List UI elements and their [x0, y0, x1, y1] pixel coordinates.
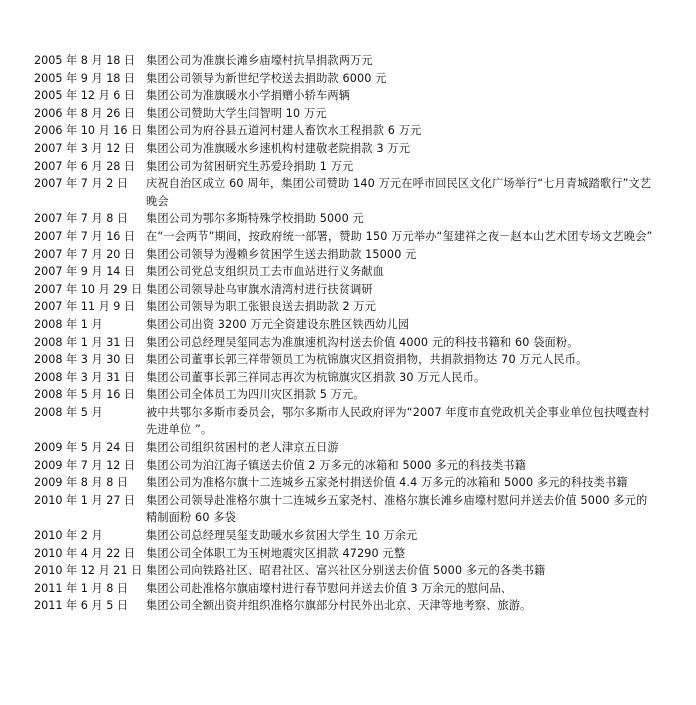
record-row [34, 70, 674, 88]
record-row [34, 140, 674, 158]
record-text: 集团公司为贫困研究生苏爱玲捐助 1 万元 [146, 159, 354, 173]
record-row [34, 316, 674, 334]
record-text: 集团公司为准旗暖水乡速机构村建敬老院捐款 3 万元 [146, 141, 411, 155]
record-text: 集团公司领导为漫赖乡贫困学生送去捐助款 15000 元 [146, 247, 417, 261]
record-row [34, 52, 674, 70]
record-date: 2007 年 7 月 16 日 [34, 229, 136, 243]
record-date: 2010 年 2 月 [34, 529, 103, 543]
record-date: 2010 年 4 月 22 日 [34, 546, 136, 560]
record-row [34, 175, 674, 210]
record-text: 集团公司领导为新世纪学校送去捐助款 6000 元 [146, 71, 387, 85]
record-text: 集团公司全额出资并组织准格尔旗部分村民外出北京、天津等地考察、旅游。 [146, 599, 532, 613]
record-row [34, 457, 674, 475]
record-date: 2005 年 9 月 18 日 [34, 71, 136, 85]
record-text: 集团公司董事长郭三祥带领员工为杭锦旗灾区捐资捐物，共捐款捐物达 70 万元人民币。 [146, 353, 588, 367]
record-date: 2010 年 1 月 27 日 [34, 493, 136, 507]
record-row [34, 439, 674, 457]
record-text: 集团公司党总支组织员工去市血站进行义务献血 [146, 265, 385, 279]
record-text: 集团公司总经理吴玺支助暖水乡贫困大学生 10 万余元 [146, 529, 418, 543]
record-date: 2006 年 10 月 16 日 [34, 124, 143, 138]
record-text: 在“一会两节”期间，按政府统一部署，赞助 150 万元举办“玺建祥之夜－赵本山艺术团专场文艺晚会” [146, 229, 653, 243]
record-text: 集团公司为府谷县五道河村建人畜饮水工程捐款 6 万元 [146, 124, 422, 138]
record-row [34, 527, 674, 545]
record-row [34, 105, 674, 123]
record-row [34, 597, 674, 615]
record-date: 2010 年 12 月 21 日 [34, 564, 143, 578]
record-text: 集团公司领导赴准格尔旗十二连城乡五家尧村、准格尔旗长滩乡庙壕村慰问并送去价值 5000 多元的精制面粉 60 多袋 [146, 493, 648, 525]
record-text: 集团公司赞助大学生闫智明 10 万元 [146, 106, 327, 120]
record-text: 集团公司领导为职工张银良送去捐助款 2 万元 [146, 300, 377, 314]
record-row [34, 334, 674, 352]
record-date: 2008 年 5 月 [34, 405, 103, 419]
record-text: 被中共鄂尔多斯市委员会，鄂尔多斯市人民政府评为“2007 年度市直党政机关企事业单位包扶嘎查村先进单位 ”。 [146, 405, 650, 437]
record-text: 集团公司董事长郭三祥同志再次为杭锦旗灾区捐款 30 万元人民币。 [146, 370, 486, 384]
record-date: 2005 年 12 月 6 日 [34, 89, 136, 103]
record-date: 2007 年 11 月 9 日 [34, 300, 136, 314]
record-date: 2007 年 6 月 28 日 [34, 159, 136, 173]
record-date: 2008 年 3 月 30 日 [34, 353, 136, 367]
record-text: 庆祝自治区成立 60 周年，集团公司赞助 140 万元在呼市回民区文化广场举行“七月青城踏歌行”文艺晚会 [146, 177, 652, 208]
record-date: 2009 年 7 月 12 日 [34, 458, 136, 472]
record-row [34, 474, 674, 492]
record-row [34, 281, 674, 299]
record-date: 2011 年 6 月 5 日 [34, 599, 129, 613]
record-date: 2007 年 7 月 2 日 [34, 177, 129, 191]
record-row [34, 545, 674, 563]
record-date: 2007 年 10 月 29 日 [34, 282, 143, 296]
record-text: 集团公司为泊江海子镇送去价值 2 万多元的冰箱和 5000 多元的科技类书籍 [146, 458, 526, 472]
record-text: 集团公司为鄂尔多斯特殊学校捐助 5000 元 [146, 212, 364, 226]
record-text: 集团公司领导赴乌审旗水清湾村进行扶贫调研 [146, 282, 373, 296]
record-date: 2007 年 7 月 20 日 [34, 247, 136, 261]
record-text: 集团公司出资 3200 万元全资建设东胜区铁西幼儿园 [146, 317, 410, 331]
record-row [34, 87, 674, 105]
record-row [34, 263, 674, 281]
record-date: 2008 年 3 月 31 日 [34, 370, 136, 384]
record-text: 集团公司为准旗暖水小学捐赠小轿车两辆 [146, 89, 351, 103]
record-row [34, 122, 674, 140]
record-text: 集团公司为准格尔旗十二连城乡五家尧村捐送价值 4.4 万多元的冰箱和 5000 多元的科技类书籍 [146, 476, 628, 490]
record-date: 2006 年 8 月 26 日 [34, 106, 136, 120]
record-text: 集团公司全体员工为四川灾区捐款 5 万元。 [146, 388, 365, 402]
donation-record-list [34, 52, 674, 615]
record-text: 集团公司总经理吴玺同志为准旗速机沟村送去价值 4000 元的科技书籍和 60 袋面粉。 [146, 335, 579, 349]
record-row [34, 158, 674, 176]
record-row [34, 210, 674, 228]
record-text: 集团公司为准旗长滩乡庙壕村抗旱捐款两万元 [146, 54, 373, 67]
record-date: 2009 年 5 月 24 日 [34, 441, 136, 455]
record-text: 集团公司组织贫困村的老人津京五日游 [146, 441, 339, 455]
record-text: 集团公司赴准格尔旗庙壕村进行春节慰问并送去价值 3 万余元的慰问品、 [146, 581, 513, 595]
record-row [34, 228, 674, 246]
record-row [34, 386, 674, 404]
record-date: 2007 年 3 月 12 日 [34, 141, 136, 155]
record-row [34, 580, 674, 598]
record-date: 2007 年 7 月 8 日 [34, 212, 129, 226]
record-row [34, 369, 674, 387]
record-date: 2009 年 8 月 8 日 [34, 476, 129, 490]
record-date: 2008 年 1 月 [34, 317, 103, 331]
record-row [34, 404, 674, 439]
record-date: 2008 年 5 月 16 日 [34, 388, 136, 402]
record-row [34, 351, 674, 369]
record-date: 2008 年 1 月 31 日 [34, 335, 136, 349]
record-row [34, 298, 674, 316]
record-date: 2007 年 9 月 14 日 [34, 265, 136, 279]
record-text: 集团公司全体职工为玉树地震灾区捐款 47290 元整 [146, 546, 406, 560]
record-date: 2005 年 8 月 18 日 [34, 54, 136, 67]
record-row [34, 246, 674, 264]
record-row [34, 492, 674, 527]
record-row [34, 562, 674, 580]
record-text: 集团公司向铁路社区、昭君社区、富兴社区分别送去价值 5000 多元的各类书籍 [146, 564, 546, 578]
record-date: 2011 年 1 月 8 日 [34, 581, 129, 595]
